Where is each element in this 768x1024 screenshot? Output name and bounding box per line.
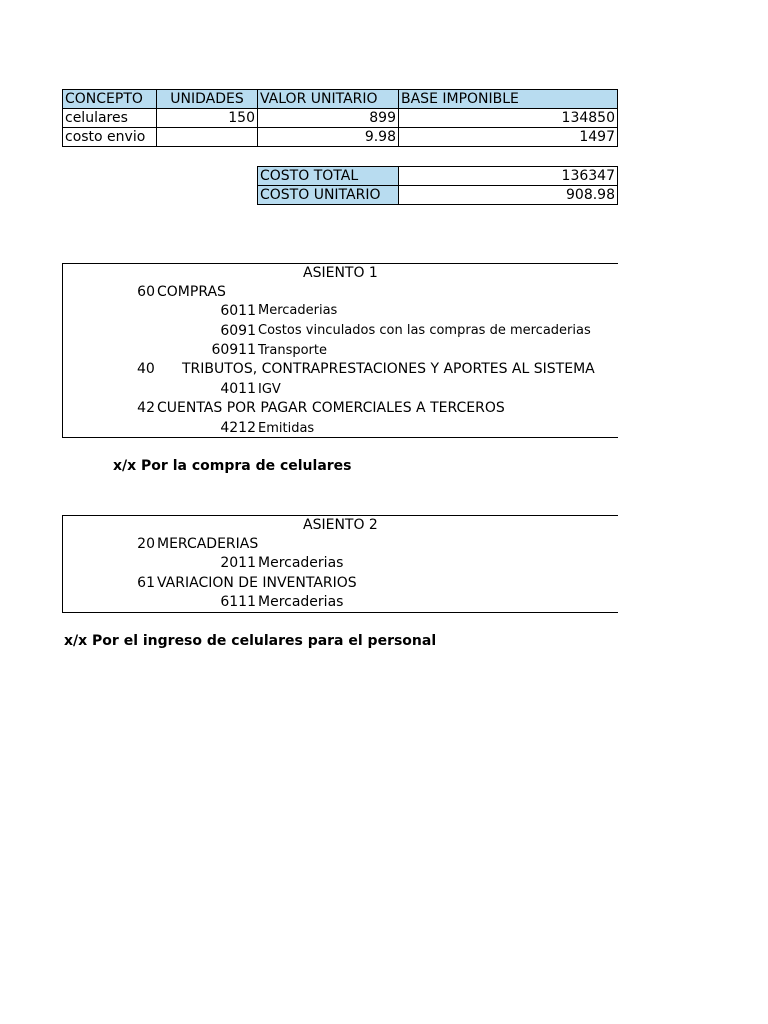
header-unidades: UNIDADES bbox=[156, 89, 258, 109]
costo-total-label: COSTO TOTAL bbox=[257, 166, 399, 186]
account-code: 60 bbox=[137, 284, 155, 300]
table-cell-valor-unitario: 9.98 bbox=[257, 127, 399, 147]
table-cell-concepto: costo envio bbox=[62, 127, 157, 147]
header-base-imponible: BASE IMPONIBLE bbox=[398, 89, 618, 109]
account-name: MERCADERIAS bbox=[157, 536, 259, 552]
account-name: Mercaderias bbox=[258, 594, 344, 610]
account-code: 61 bbox=[137, 575, 155, 591]
table-cell-valor-unitario: 899 bbox=[257, 108, 399, 128]
header-valor-unitario: VALOR UNITARIO bbox=[257, 89, 399, 109]
account-name: CUENTAS POR PAGAR COMERCIALES A TERCEROS bbox=[157, 400, 505, 416]
account-name: TRIBUTOS, CONTRAPRESTACIONES Y APORTES AL SISTEMA bbox=[182, 361, 595, 377]
asiento-2-gloss: x/x Por el ingreso de celulares para el personal bbox=[64, 633, 437, 649]
account-code: 6111 bbox=[220, 594, 256, 610]
asiento-1-title: ASIENTO 1 bbox=[303, 265, 378, 281]
table-cell-base-imponible: 134850 bbox=[398, 108, 618, 128]
table-cell-concepto: celulares bbox=[62, 108, 157, 128]
account-code: 2011 bbox=[220, 555, 256, 571]
account-code: 4011 bbox=[220, 381, 256, 397]
costo-unitario-value: 908.98 bbox=[398, 185, 618, 205]
account-name: COMPRAS bbox=[157, 284, 226, 300]
account-name: VARIACION DE INVENTARIOS bbox=[157, 575, 357, 591]
account-code: 6091 bbox=[220, 323, 256, 339]
account-code: 20 bbox=[137, 536, 155, 552]
costo-total-value: 136347 bbox=[398, 166, 618, 186]
account-code: 42 bbox=[137, 400, 155, 416]
header-concepto: CONCEPTO bbox=[62, 89, 157, 109]
account-code: 4212 bbox=[220, 420, 256, 436]
table-cell-unidades bbox=[156, 127, 258, 147]
account-name: IGV bbox=[258, 382, 281, 397]
costo-unitario-label: COSTO UNITARIO bbox=[257, 185, 399, 205]
account-code: 60911 bbox=[211, 342, 256, 358]
account-name: Transporte bbox=[258, 343, 327, 358]
asiento-1-gloss: x/x Por la compra de celulares bbox=[113, 458, 352, 474]
account-code: 40 bbox=[137, 361, 155, 377]
account-name: Emitidas bbox=[258, 421, 315, 436]
account-code: 6011 bbox=[220, 303, 256, 319]
account-name: Mercaderias bbox=[258, 303, 338, 318]
table-cell-unidades: 150 bbox=[156, 108, 258, 128]
asiento-2-title: ASIENTO 2 bbox=[303, 517, 378, 533]
account-name: Mercaderias bbox=[258, 555, 344, 571]
account-name: Costos vinculados con las compras de mercaderias bbox=[258, 323, 591, 338]
table-cell-base-imponible: 1497 bbox=[398, 127, 618, 147]
